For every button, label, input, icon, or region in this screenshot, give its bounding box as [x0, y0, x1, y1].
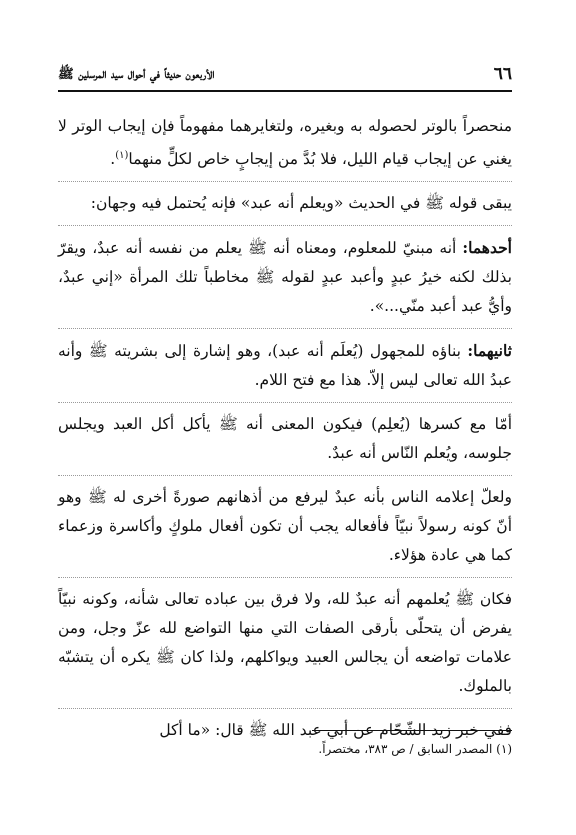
paragraph: يبقى قوله ﷺ في الحديث «ويعلم أنه عبد» فإنه يُحتمل فيه وجهان:	[90, 194, 512, 213]
paragraph-separator	[58, 225, 512, 226]
paragraph-lead: ثانيهما:	[467, 341, 512, 361]
footnote: (١) المصدر السابق / ص ٣٨٣، مختصراً.	[318, 742, 512, 756]
paragraph-lead: أحدهما:	[462, 238, 512, 258]
book-title: الأربعون حديثاً في أحوال سيد المرسلين ﷺ	[58, 67, 215, 82]
paragraph: ففي خبر زيد الشّحّام عن أبي عبد الله ﷺ قال: «ما أكل	[159, 721, 512, 740]
paragraph: منحصراً بالوتر لحصوله به وبغيره، ولتغايرهما مفهوماً فإن إيجاب الوتر لا يغني عن إيجاب قيام الليل، فلا بُدَّ من إيجابٍ خاص لكلٍّ منهما$^{(١)}$.	[58, 117, 512, 169]
body-text	[58, 112, 512, 745]
paragraph-separator	[58, 328, 512, 329]
paragraph-separator	[58, 181, 512, 182]
footnote-rule	[312, 730, 512, 731]
paragraph: ثانيهما: بناؤه للمجهول (يُعلَم أنه عبد)، وهو إشارة إلى بشريته ﷺ وأنه عبدُ الله تعالى ليس إلاّ. هذا مع فتح اللام.	[58, 341, 512, 390]
paragraph-separator	[58, 402, 512, 403]
page-number: ٦٦	[493, 64, 512, 84]
paragraph-separator	[58, 475, 512, 476]
paragraph: فكان ﷺ يُعلمهم أنه عبدٌ لله، ولا فرق بين عباده تعالى شأنه، وكونه نبيّاً يفرض أن يتحلّى بأرقى الصفات التي منها التواضع لله عزّ وجل، ومن علامات تواضعه أن يجالس العبيد ويواكلهم، ولذا كان ﷺ يكره أن يتشبّه بالملوك.	[58, 590, 512, 696]
header-rule	[58, 90, 512, 92]
paragraph-separator	[58, 577, 512, 578]
paragraph: ولعلّ إعلامه الناس بأنه عبدٌ ليرفع من أذهانهم صورةً أخرى له ﷺ وهو أنّ كونه رسولاً نبيّاً فأفعاله يجب أن تكون أفعال ملوكٍ وأكاسرة وزعماء كما هي عادة هؤلاء.	[58, 488, 512, 565]
running-header	[58, 64, 512, 86]
footnote-reference[interactable]: (١)	[115, 150, 129, 161]
paragraph: أحدهما: أنه مبنيّ للمعلوم، ومعناه أنه ﷺ يعلم من نفسه أنه عبدٌ، ويقرّ بذلك لكنه خيرُ عبدٍ وأعبد عبدٍ لقوله ﷺ مخاطباً تلك المرأة «إني عبدٌ، وأيُّ عبد أعبد منّي...».	[58, 238, 512, 316]
paragraph: أمّا مع كسرها (يُعلِم) فيكون المعنى أنه ﷺ يأكل أكل العبد ويجلس جلوسه، ويُعلم النّاس أنه عبدٌ.	[58, 415, 512, 463]
paragraph-separator	[58, 708, 512, 709]
